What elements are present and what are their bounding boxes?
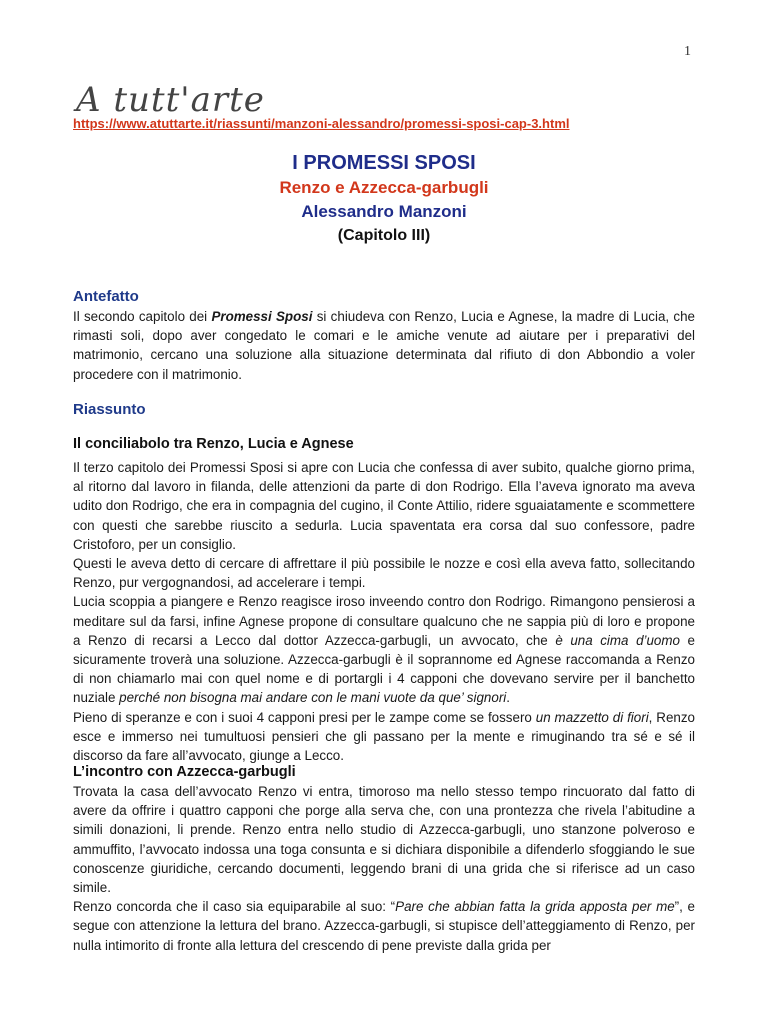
subsection-heading-incontro: L’incontro con Azzecca-garbugli [73, 764, 296, 780]
section-heading-riassunto: Riassunto [73, 401, 146, 418]
paragraph-antefatto: Il secondo capitolo dei Promessi Sposi si chiudeva con Renzo, Lucia e Agnese, la madre di Lucia, che rimasti soli, dopo aver congedato le comari e le amiche venute ad aiutare per i preparativi del matrimonio, cercano una soluzione alla situazione determinata dal rifiuto di don Abbondio a voler procedere con il matrimonio. [73, 309, 695, 382]
paragraph: Pieno di speranze e con i suoi 4 capponi presi per le zampe come se fossero un mazzetto di fiori, Renzo esce e immerso nei tumultuosi pensieri che gli passano per la mente e rimuginando tra sé e sé il discorso da fare all’avvocato, giunge a Lecco. [73, 709, 695, 764]
document-chapter: (Capitolo III) [337, 227, 431, 244]
paragraph: Lucia scoppia a piangere e Renzo reagisce iroso inveendo contro don Rodrigo. Rimangono pensierosi a meditare sul da farsi, infine Agnese propone di consultare qualcuno che ne sappia più di loro e propone a Renzo di recarsi a Lecco dal dottor Azzecca-garbugli, un avvocato, che è una cima d’uomo e sicuramente troverà una soluzione. Azzecca-garbugli è il soprannome ed Agnese raccomanda a Renzo di non chiamarlo mai con quel nome e di portargli i 4 capponi che dovevano servire per il banchetto nuziale perché non bisogna mai andare con le mani vuote da que’ signori. [73, 594, 695, 706]
paragraph: Questi le aveva detto di cercare di affrettare il più possibile le nozze e così ella aveva fatto, sollecitando Renzo, pur vergognandosi, ad accelerare i tempi. [73, 556, 695, 591]
document-title: I PROMESSI SPOSI [292, 152, 476, 174]
subsection-conciliabolo [73, 434, 695, 765]
section-antefatto [73, 287, 695, 384]
section-riassunto [73, 400, 695, 420]
source-link[interactable]: https://www.atuttarte.it/riassunti/manzoni-alessandro/promessi-sposi-cap-3.html [73, 116, 570, 131]
subsection-heading-conciliabolo: Il conciliabolo tra Renzo, Lucia e Agnese [73, 436, 354, 452]
paragraph: Renzo concorda che il caso sia equiparabile al suo: “Pare che abbian fatta la grida apposta per me”, e segue con attenzione la lettura del brano. Azzecca-garbugli, si stupisce dell’atteggiamento di Renzo, per nulla intimorito di fronte alla lettura del crescendo di pene previste dalla grida per [73, 899, 695, 953]
paragraph: Trovata la casa dell’avvocato Renzo vi entra, timoroso ma nello stesso tempo rincuorato dal fatto di avere da offrire i quattro capponi che porge alla serva che, con una prontezza che rivela l’abitudine a simili donazioni, li prende. Renzo entra nello studio di Azzecca-garbugli, uno stanzone polveroso e ammuffito, l’avvocato indossa una toga consunta e si dichiara disponibile a difenderlo sfoggiando le sue conoscenze giuridiche, cercando documenti, leggendo brani di una grida che si riferisce ad un caso simile. [73, 784, 695, 896]
document-header [0, 150, 768, 248]
section-heading-antefatto: Antefatto [73, 288, 139, 305]
paragraph: Il terzo capitolo dei Promessi Sposi si apre con Lucia che confessa di aver subito, qualche giorno prima, al ritorno dal lavoro in filanda, delle attenzioni da parte di don Rodrigo. Ella l’aveva ignorato ma aveva udito don Rodrigo, che era in compagnia del cugino, il Conte Attilio, ridere sguaiatamente e scommettere con questi che sarebbe riuscito a sedurla. Lucia spaventata era corsa dal suo confessore, padre Cristoforo, per un consiglio. [73, 460, 695, 552]
subsection-incontro [73, 762, 695, 955]
document-author: Alessandro Manzoni [301, 202, 467, 221]
document-subtitle: Renzo e Azzecca-garbugli [279, 178, 489, 197]
page-number: 1 [684, 44, 691, 59]
site-logo: A tutt'arte [76, 80, 265, 120]
